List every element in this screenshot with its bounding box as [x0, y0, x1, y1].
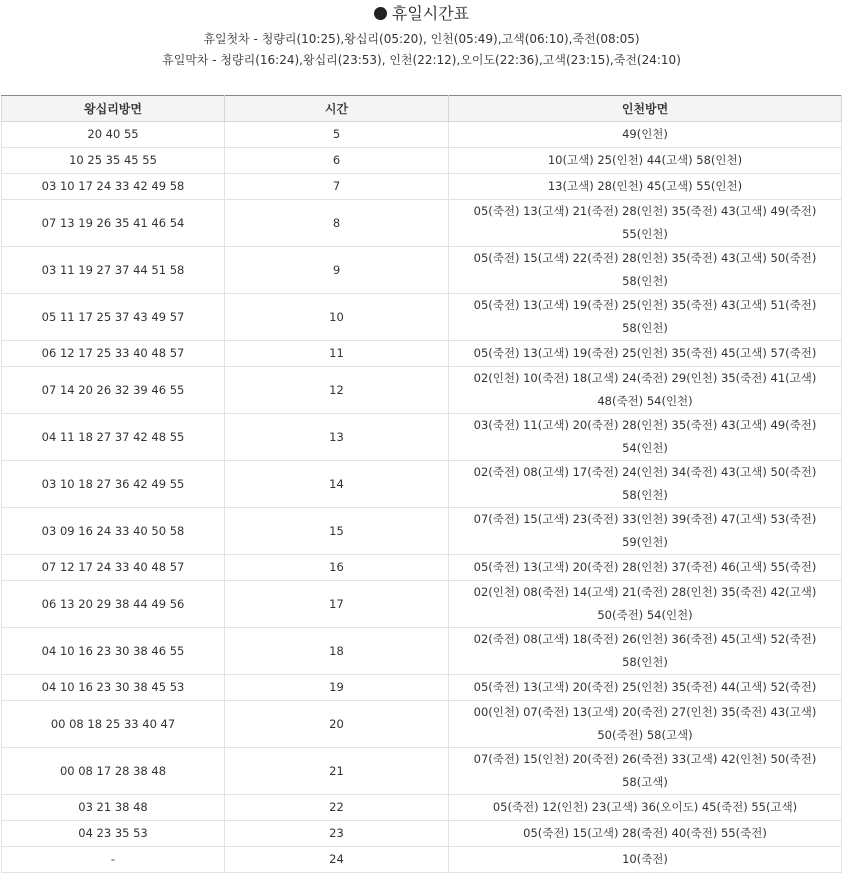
table-row [2, 675, 842, 701]
incheon-times: 10(고색) 25(인천) 44(고색) 58(인천) [449, 148, 842, 174]
wangsimni-times: 10 25 35 45 55 [2, 148, 225, 174]
wangsimni-times: 04 10 16 23 30 38 46 55 [2, 628, 225, 675]
incheon-times: 07(죽전) 15(인천) 20(죽전) 26(죽전) 33(고색) 42(인천) 50(죽전) 58(고색) [449, 748, 842, 795]
table-row [2, 200, 842, 247]
incheon-times: 49(인천) [449, 122, 842, 148]
incheon-times: 07(죽전) 15(고색) 23(죽전) 33(인천) 39(죽전) 47(고색) 53(죽전) 59(인천) [449, 508, 842, 555]
page-title-text: 휴일시간표 [391, 4, 470, 23]
hour-cell: 19 [225, 675, 449, 701]
hour-cell: 8 [225, 200, 449, 247]
wangsimni-times: 05 11 17 25 37 43 49 57 [2, 294, 225, 341]
wangsimni-times: 20 40 55 [2, 122, 225, 148]
table-row [2, 174, 842, 200]
table-row [2, 122, 842, 148]
wangsimni-times: 06 12 17 25 33 40 48 57 [2, 341, 225, 367]
hour-cell: 5 [225, 122, 449, 148]
wangsimni-times: 03 10 18 27 36 42 49 55 [2, 461, 225, 508]
incheon-times: 02(죽전) 08(고색) 17(죽전) 24(인천) 34(죽전) 43(고색) 50(죽전) 58(인천) [449, 461, 842, 508]
table-row [2, 847, 842, 873]
wangsimni-times: 03 10 17 24 33 42 49 58 [2, 174, 225, 200]
bullet-icon [374, 7, 387, 20]
table-row [2, 821, 842, 847]
wangsimni-times: 07 14 20 26 32 39 46 55 [2, 367, 225, 414]
hour-cell: 10 [225, 294, 449, 341]
incheon-times: 03(죽전) 11(고색) 20(죽전) 28(인천) 35(죽전) 43(고색) 49(죽전) 54(인천) [449, 414, 842, 461]
table-row [2, 341, 842, 367]
wangsimni-times: 03 09 16 24 33 40 50 58 [2, 508, 225, 555]
hour-cell: 13 [225, 414, 449, 461]
hour-cell: 15 [225, 508, 449, 555]
timetable [1, 95, 842, 873]
table-row [2, 508, 842, 555]
wangsimni-times: 06 13 20 29 38 44 49 56 [2, 581, 225, 628]
incheon-times: 13(고색) 28(인천) 45(고색) 55(인천) [449, 174, 842, 200]
wangsimni-times: 07 12 17 24 33 40 48 57 [2, 555, 225, 581]
hour-cell: 18 [225, 628, 449, 675]
wangsimni-times: 07 13 19 26 35 41 46 54 [2, 200, 225, 247]
table-row [2, 367, 842, 414]
page-title [0, 3, 843, 25]
wangsimni-times: 03 21 38 48 [2, 795, 225, 821]
hour-cell: 6 [225, 148, 449, 174]
column-header-incheon: 인천방면 [449, 96, 842, 122]
hour-cell: 7 [225, 174, 449, 200]
table-row [2, 701, 842, 748]
table-row [2, 628, 842, 675]
incheon-times: 00(인천) 07(죽전) 13(고색) 20(죽전) 27(인천) 35(죽전) 43(고색) 50(죽전) 58(고색) [449, 701, 842, 748]
wangsimni-times: 00 08 17 28 38 48 [2, 748, 225, 795]
incheon-times: 10(죽전) [449, 847, 842, 873]
hour-cell: 9 [225, 247, 449, 294]
hour-cell: 23 [225, 821, 449, 847]
hour-cell: 20 [225, 701, 449, 748]
hour-cell: 12 [225, 367, 449, 414]
incheon-times: 05(죽전) 15(고색) 22(죽전) 28(인천) 35(죽전) 43(고색) 50(죽전) 58(인천) [449, 247, 842, 294]
wangsimni-times: 04 10 16 23 30 38 45 53 [2, 675, 225, 701]
incheon-times: 05(죽전) 13(고색) 21(죽전) 28(인천) 35(죽전) 43(고색) 49(죽전) 55(인천) [449, 200, 842, 247]
wangsimni-times: - [2, 847, 225, 873]
table-row [2, 461, 842, 508]
incheon-times: 05(죽전) 15(고색) 28(죽전) 40(죽전) 55(죽전) [449, 821, 842, 847]
table-row [2, 555, 842, 581]
table-row [2, 294, 842, 341]
incheon-times: 05(죽전) 13(고색) 19(죽전) 25(인천) 35(죽전) 45(고색) 57(죽전) [449, 341, 842, 367]
table-row [2, 581, 842, 628]
incheon-times: 02(죽전) 08(고색) 18(죽전) 26(인천) 36(죽전) 45(고색) 52(죽전) 58(인천) [449, 628, 842, 675]
table-row [2, 748, 842, 795]
table-row [2, 148, 842, 174]
table-row [2, 795, 842, 821]
first-train-info: 휴일첫차 - 청량리(10:25),왕십리(05:20), 인천(05:49),고색(06:10),죽전(08:05) [203, 32, 640, 46]
wangsimni-times: 04 23 35 53 [2, 821, 225, 847]
incheon-times: 05(죽전) 13(고색) 20(죽전) 25(인천) 35(죽전) 44(고색) 52(죽전) [449, 675, 842, 701]
wangsimni-times: 04 11 18 27 37 42 48 55 [2, 414, 225, 461]
incheon-times: 02(인천) 10(죽전) 18(고색) 24(죽전) 29(인천) 35(죽전) 41(고색) 48(죽전) 54(인천) [449, 367, 842, 414]
wangsimni-times: 03 11 19 27 37 44 51 58 [2, 247, 225, 294]
column-header-wangsimni: 왕십리방면 [2, 96, 225, 122]
last-train-info: 휴일막차 - 청량리(16:24),왕십리(23:53), 인천(22:12),오이도(22:36),고색(23:15),죽전(24:10) [162, 53, 681, 67]
hour-cell: 22 [225, 795, 449, 821]
table-row [2, 414, 842, 461]
hour-cell: 16 [225, 555, 449, 581]
hour-cell: 24 [225, 847, 449, 873]
hour-cell: 17 [225, 581, 449, 628]
incheon-times: 05(죽전) 12(인천) 23(고색) 36(오이도) 45(죽전) 55(고색) [449, 795, 842, 821]
table-header-row [2, 96, 842, 122]
column-header-hour: 시간 [225, 96, 449, 122]
hour-cell: 14 [225, 461, 449, 508]
incheon-times: 02(인천) 08(죽전) 14(고색) 21(죽전) 28(인천) 35(죽전) 42(고색) 50(죽전) 54(인천) [449, 581, 842, 628]
hour-cell: 21 [225, 748, 449, 795]
hour-cell: 11 [225, 341, 449, 367]
table-row [2, 247, 842, 294]
incheon-times: 05(죽전) 13(고색) 19(죽전) 25(인천) 35(죽전) 43(고색) 51(죽전) 58(인천) [449, 294, 842, 341]
incheon-times: 05(죽전) 13(고색) 20(죽전) 28(인천) 37(죽전) 46(고색) 55(죽전) [449, 555, 842, 581]
wangsimni-times: 00 08 18 25 33 40 47 [2, 701, 225, 748]
